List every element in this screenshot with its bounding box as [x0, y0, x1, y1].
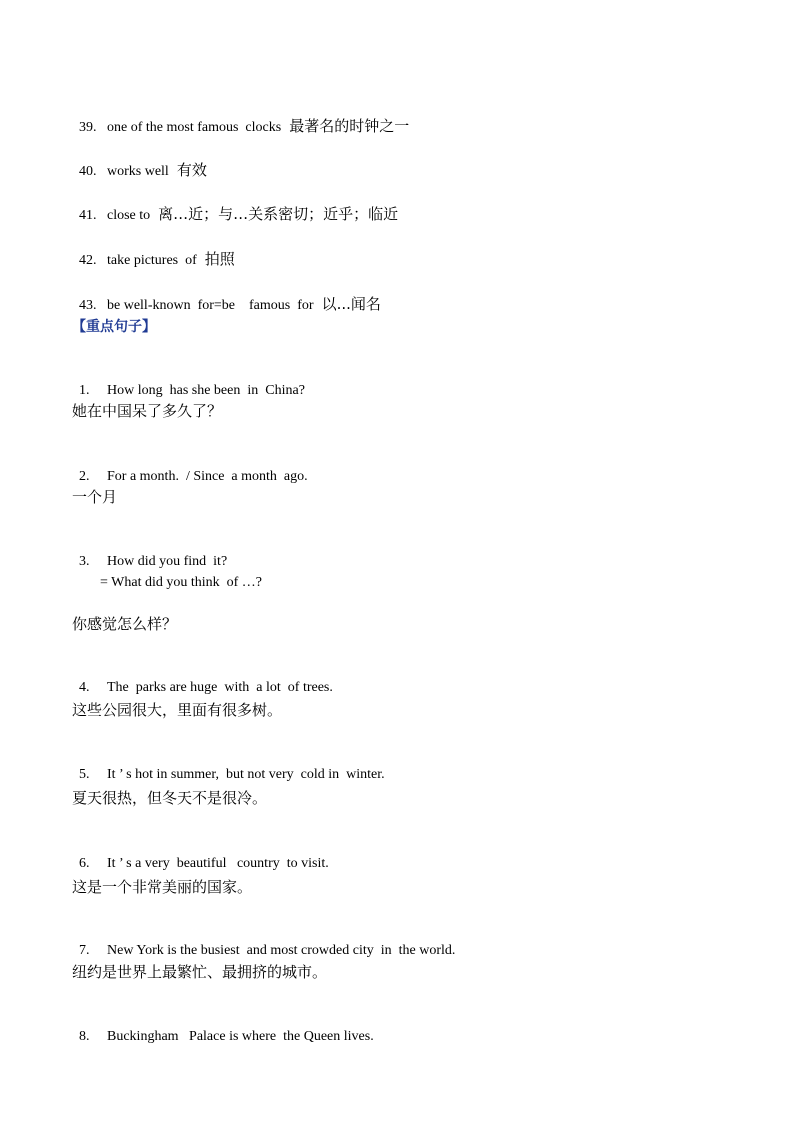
- sentence-number: 3.: [79, 554, 90, 569]
- sentence-4-translation: 这些公园很大，里面有很多树。: [72, 701, 283, 719]
- sentence-2: [72, 447, 308, 487]
- sentence-number: 2.: [79, 469, 90, 484]
- sentence-3-translation: 你感觉怎么样？: [72, 615, 178, 633]
- section-heading: 【重点句子】: [72, 319, 156, 335]
- sentence-number: 6.: [79, 856, 90, 871]
- sentence-6: [72, 834, 329, 874]
- sentence-number: 1.: [79, 383, 90, 398]
- sentence-number: 5.: [79, 767, 90, 782]
- sentence-english: The parks are huge with a lot of trees.: [107, 680, 333, 695]
- sentence-english: How did you find it?: [107, 554, 228, 569]
- phrase-chinese: 离…近；与…关系密切；近乎；临近: [158, 205, 399, 223]
- sentence-number: 4.: [79, 680, 90, 695]
- phrase-english: take pictures of: [107, 253, 197, 268]
- phrase-number: 40.: [79, 164, 97, 179]
- phrase-chinese: 拍照: [204, 250, 235, 268]
- phrase-chinese: 最著名的时钟之一: [289, 117, 410, 135]
- sentence-english: How long has she been in China?: [107, 383, 305, 398]
- phrase-43: [72, 274, 381, 316]
- sentence-1-translation: 她在中国呆了多久了？: [72, 402, 223, 420]
- phrase-english: be well-known for=be famous for: [107, 298, 314, 313]
- phrase-english: close to: [107, 208, 151, 223]
- sentence-5-translation: 夏天很热，但冬天不是很冷。: [72, 789, 268, 807]
- phrase-english: works well: [107, 164, 169, 179]
- sentence-3: [72, 532, 227, 572]
- sentence-english: For a month. / Since a month ago.: [107, 469, 308, 484]
- phrase-chinese: 有效: [176, 161, 207, 179]
- sentence-4: [72, 658, 333, 698]
- sentence-2-translation: 一个月: [72, 488, 118, 506]
- phrase-39: [72, 96, 409, 138]
- phrase-chinese: 以...闻名: [321, 295, 381, 313]
- sentence-7-translation: 纽约是世界上最繁忙、最拥挤的城市。: [72, 963, 328, 981]
- phrase-40: [72, 140, 207, 182]
- sentence-english: New York is the busiest and most crowded city in the world.: [107, 943, 456, 958]
- phrase-number: 41.: [79, 208, 97, 223]
- sentence-1: [72, 361, 305, 401]
- sentence-number: 7.: [79, 943, 90, 958]
- sentence-6-translation: 这是一个非常美丽的国家。: [72, 878, 253, 896]
- sentence-3-alternative: = What did you think of …?: [100, 575, 263, 590]
- sentence-english: It ’ s hot in summer, but not very cold in winter.: [107, 767, 385, 782]
- sentence-5: [72, 745, 385, 785]
- sentence-english: Buckingham Palace is where the Queen lives.: [107, 1029, 374, 1044]
- phrase-number: 42.: [79, 253, 97, 268]
- phrase-number: 43.: [79, 298, 97, 313]
- phrase-42: [72, 229, 235, 271]
- phrase-number: 39.: [79, 120, 97, 135]
- sentence-7: [72, 921, 455, 961]
- sentence-english: It ’ s a very beautiful country to visit.: [107, 856, 329, 871]
- phrase-english: one of the most famous clocks: [107, 120, 282, 135]
- sentence-number: 8.: [79, 1029, 90, 1044]
- phrase-41: [72, 184, 398, 226]
- sentence-8: [72, 1007, 374, 1047]
